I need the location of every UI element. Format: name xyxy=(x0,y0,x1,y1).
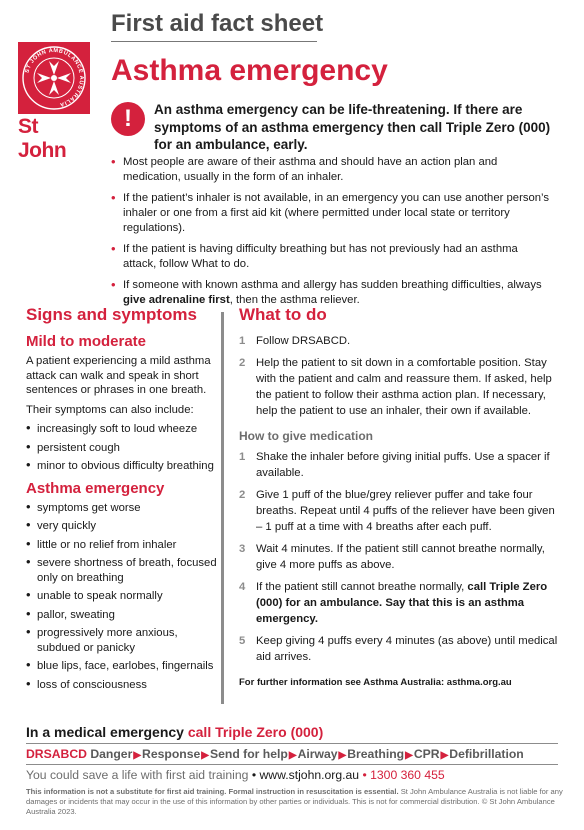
step-number: 2 xyxy=(239,357,246,369)
section-heading: Signs and symptoms xyxy=(26,305,197,324)
warning-text: An asthma emergency can be life-threatening. If there are symptoms of an asthma emergency then call Triple Zero (000) for an ambulance, early. xyxy=(154,102,551,152)
disclaimer-text: St John Ambulance Australia is not liable for any damages or incidents that may occur in the use of this information by other parties or individuals. This is not for commercial distribution. © St John Ambulance Australia 2023. xyxy=(26,787,563,816)
step-number: 4 xyxy=(239,581,246,593)
logo-ring-text: ST JOHN AMBULANCE AUSTRALIA xyxy=(24,47,85,108)
drsabcd-step: Response xyxy=(142,747,201,761)
title-divider xyxy=(111,41,317,42)
phone-number[interactable]: 1300 360 455 xyxy=(370,768,445,782)
medication-heading: How to give medication xyxy=(239,429,374,443)
step-text-bold: call Triple Zero (000) for an ambulance. Say that this is an asthma emergency. xyxy=(256,581,548,625)
step-item xyxy=(239,579,564,627)
subsection-heading: Asthma emergency xyxy=(26,479,165,497)
triangle-right-icon: ▶ xyxy=(405,750,413,761)
step-item xyxy=(239,449,564,481)
list-item: • minor to obvious difficulty breathing xyxy=(26,459,218,474)
step-item xyxy=(239,633,564,665)
section-heading: What to do xyxy=(239,305,327,324)
page-title: Asthma emergency xyxy=(111,54,388,87)
emergency-call-text: call Triple Zero (000) xyxy=(187,724,324,740)
training-line: You could save a life with first aid training • www.stjohn.org.au • 1300 360 455 xyxy=(26,768,445,782)
step-text: If the patient still cannot breathe normally, xyxy=(256,581,468,593)
footer-divider xyxy=(26,764,558,765)
emergency-symptom-list xyxy=(26,501,218,693)
drsabcd-step: Defibrillation xyxy=(449,747,524,761)
paragraph: A patient experiencing a mild asthma attack can walk and speak in short sentences or phrases in one breath. xyxy=(26,355,211,396)
step-text: Give 1 puff of the blue/grey reliever puffer and take four breaths. Repeat until 4 puffs of the reliever have been given – 1 puff at a time with 4 breaths after each puff. xyxy=(256,489,555,533)
medication-steps xyxy=(239,449,564,665)
list-item: • symptoms get worse xyxy=(26,501,218,516)
triangle-right-icon: ▶ xyxy=(133,750,142,761)
disclaimer-bold: This information is not a substitute for first aid training. Formal instruction in resuscitation is essential. xyxy=(26,787,399,796)
list-item: • persistent cough xyxy=(26,441,218,456)
drsabcd-label: DRSABCD xyxy=(26,747,87,761)
triangle-right-icon: ▶ xyxy=(288,750,297,761)
st-john-logo xyxy=(18,42,90,163)
step-number: 1 xyxy=(239,451,246,463)
list-item-text: If someone with known asthma and allergy has sudden breathing difficulties, always xyxy=(123,279,542,291)
step-number: 3 xyxy=(239,543,246,555)
list-item: • progressively more anxious, subdued or panicky xyxy=(26,626,218,655)
list-item: • blue lips, face, earlobes, fingernails xyxy=(26,659,218,674)
list-item: • If the patient’s inhaler is not available, in an emergency you can use another person’s inhaler or one from a first aid kit (where permitted under local state or territory regulations). xyxy=(111,191,551,236)
exclamation-icon: ! xyxy=(111,102,145,136)
step-number: 2 xyxy=(239,489,246,501)
logo-text: St John xyxy=(18,115,67,162)
step-number: 5 xyxy=(239,635,246,647)
list-item: • Most people are aware of their asthma and should have an action plan and medication, usually in the form of an inhaler. xyxy=(111,155,551,185)
sheet-title: First aid fact sheet xyxy=(111,10,324,37)
website-link[interactable]: www.stjohn.org.au xyxy=(259,768,360,782)
step-text: Shake the inhaler before giving initial puffs. Use a spacer if available. xyxy=(256,451,550,479)
st-john-emblem-icon xyxy=(18,42,90,114)
further-info: For further information see Asthma Australia: asthma.org.au xyxy=(239,677,512,688)
signs-and-symptoms-section xyxy=(26,305,218,697)
training-text: You could save a life with first aid training xyxy=(26,768,249,782)
step-text: Help the patient to sit down in a comfortable position. Stay with the patient and calm and reassure them. If asked, help the patient to follow their asthma action plan. If necessary, help the patient to use an inhaler, their own if available. xyxy=(256,357,552,417)
list-item: • little or no relief from inhaler xyxy=(26,538,218,553)
drsabcd-step: Send for help xyxy=(209,747,288,761)
drsabcd-bar xyxy=(26,747,524,761)
step-text: Keep giving 4 puffs every 4 minutes (as above) until medical aid arrives. xyxy=(256,635,558,663)
what-to-do-steps xyxy=(239,333,564,419)
what-to-do-section xyxy=(239,305,564,688)
list-item: • If the patient is having difficulty breathing but has not previously had an asthma attack, follow What to do. xyxy=(111,242,551,272)
list-item: • unable to speak normally xyxy=(26,589,218,604)
mild-symptom-list xyxy=(26,422,218,474)
emergency-callout xyxy=(26,724,323,740)
step-text: Follow DRSABCD. xyxy=(256,335,351,347)
footer-divider xyxy=(26,743,558,744)
triangle-right-icon: ▶ xyxy=(338,750,347,761)
list-item: • increasingly soft to loud wheeze xyxy=(26,422,218,437)
list-item-bold: give adrenaline first xyxy=(123,294,230,306)
list-item: • very quickly xyxy=(26,519,218,534)
step-item xyxy=(239,487,564,535)
list-item: • loss of consciousness xyxy=(26,678,218,693)
drsabcd-step: Breathing xyxy=(347,747,405,761)
step-number: 1 xyxy=(239,335,246,347)
drsabcd-step: Danger xyxy=(90,747,133,761)
list-item: • pallor, sweating xyxy=(26,608,218,623)
subsection-heading: Mild to moderate xyxy=(26,333,147,350)
triangle-right-icon: ▶ xyxy=(201,750,209,761)
disclaimer xyxy=(26,787,566,817)
paragraph: Their symptoms can also include: xyxy=(26,403,194,416)
drsabcd-step: Airway xyxy=(297,747,338,761)
step-item xyxy=(239,541,564,573)
step-text: Wait 4 minutes. If the patient still cannot breathe normally, give 4 more puffs as above. xyxy=(256,543,545,571)
intro-list xyxy=(111,155,551,314)
list-item xyxy=(111,278,551,308)
step-item xyxy=(239,355,564,419)
drsabcd-step: CPR xyxy=(413,747,440,761)
list-item: • severe shortness of breath, focused only on breathing xyxy=(26,556,218,585)
column-divider xyxy=(221,312,224,704)
triangle-right-icon: ▶ xyxy=(440,750,449,761)
emergency-text: In a medical emergency xyxy=(26,724,188,740)
list-item-text: , then the asthma reliever. xyxy=(229,294,360,306)
step-item xyxy=(239,333,564,349)
